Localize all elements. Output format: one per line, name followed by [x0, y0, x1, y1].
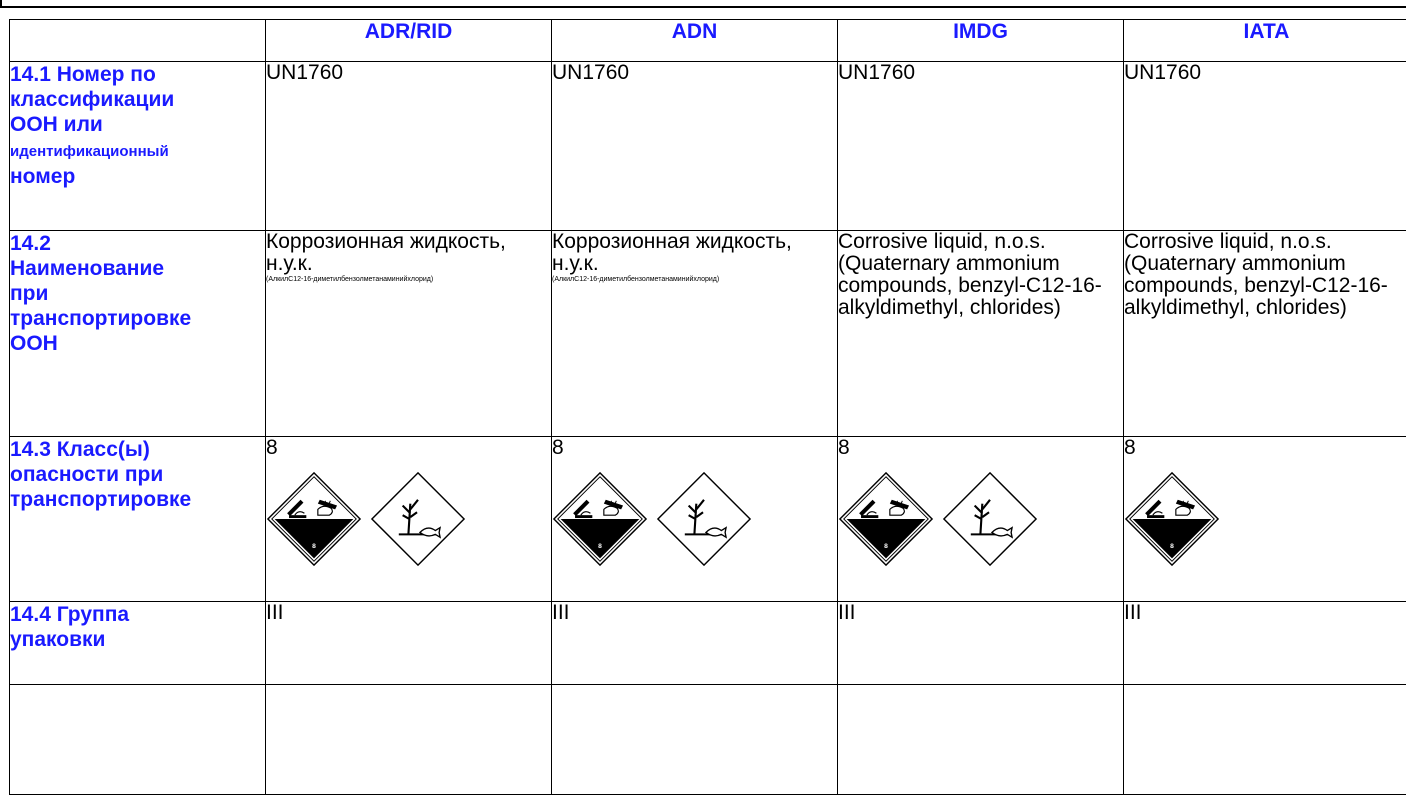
label-line: Наименование	[10, 257, 164, 280]
environment-pictogram-icon	[370, 471, 466, 567]
shipping-name-substance: (АлкилС12-16-диметилбензолметанаминийхлорид)	[266, 275, 551, 285]
table-row-shipping-name	[10, 231, 1406, 437]
cell-hazard-class-adr-rid	[266, 437, 552, 602]
hazard-class-value: 8	[266, 437, 278, 460]
label-line: 14.2	[10, 232, 51, 255]
label-line: ООН	[10, 332, 58, 355]
cell-packing-group-iata: III	[1124, 602, 1406, 685]
hazard-class-value: 8	[838, 437, 850, 460]
label-line: ООН или	[10, 113, 103, 136]
row-label-shipping-name	[10, 231, 266, 437]
table-row-un-number	[10, 62, 1406, 231]
environment-pictogram-icon	[656, 471, 752, 567]
corrosive-pictogram-icon	[552, 471, 648, 567]
table-row-packing-group	[10, 602, 1406, 685]
shipping-name-substance: (АлкилС12-16-диметилбензолметанаминийхлорид)	[552, 275, 837, 285]
label-line: 14.3 Класс(ы)	[10, 438, 150, 461]
cell-shipping-name-adr-rid	[266, 231, 552, 437]
label-line: классификации	[10, 88, 174, 111]
shipping-name-text: Коррозионная жидкость, н.у.к.	[552, 231, 792, 276]
cell-shipping-name-adn	[552, 231, 838, 437]
corrosive-pictogram-icon	[1124, 471, 1220, 567]
shipping-name-text: Corrosive liquid, n.o.s. (Quaternary ammonium compounds, benzyl-C12-16-alkyldimethyl, chlorides)	[1124, 231, 1388, 320]
row-label-hazard-class	[10, 437, 266, 602]
shipping-name-text: Corrosive liquid, n.o.s. (Quaternary ammonium compounds, benzyl-C12-16-alkyldimethyl, chlorides)	[838, 231, 1102, 320]
pictogram-group	[1124, 471, 1406, 567]
cell-shipping-name-iata	[1124, 231, 1406, 437]
class-digit-label: 8	[1170, 543, 1174, 550]
column-header-imdg: IMDG	[838, 20, 1124, 62]
label-line: опасности при	[10, 463, 163, 486]
hazard-class-value: 8	[552, 437, 564, 460]
label-line: идентификационный	[10, 143, 169, 160]
label-line: транспортировке	[10, 488, 191, 511]
row-label-next	[10, 685, 266, 795]
corrosive-pictogram-icon	[838, 471, 934, 567]
header-row	[10, 20, 1406, 62]
shipping-name-text: Коррозионная жидкость, н.у.к.	[266, 231, 506, 276]
cell-packing-group-adr-rid: III	[266, 602, 552, 685]
class-digit-label: 8	[884, 543, 888, 550]
class-digit-label: 8	[598, 543, 602, 550]
cell-packing-group-adn: III	[552, 602, 838, 685]
label-line: упаковки	[10, 628, 105, 651]
row-label-packing-group	[10, 602, 266, 685]
cell-packing-group-imdg: III	[838, 602, 1124, 685]
hazard-class-value: 8	[1124, 437, 1136, 460]
column-header-adn: ADN	[552, 20, 838, 62]
cell-next-iata	[1124, 685, 1406, 795]
label-line: транспортировке	[10, 307, 191, 330]
column-header-adr-rid: ADR/RID	[266, 20, 552, 62]
cell-shipping-name-imdg	[838, 231, 1124, 437]
label-line: при	[10, 282, 48, 305]
cell-next-adr-rid	[266, 685, 552, 795]
page-top-frame	[0, 0, 1406, 8]
environment-pictogram-icon	[942, 471, 1038, 567]
cell-un-number-iata: UN1760	[1124, 62, 1406, 231]
cell-next-imdg	[838, 685, 1124, 795]
corner-cell	[10, 20, 266, 62]
cell-un-number-adr-rid: UN1760	[266, 62, 552, 231]
class-digit-label: 8	[312, 543, 316, 550]
pictogram-group	[838, 471, 1123, 567]
pictogram-group	[266, 471, 551, 567]
label-line: 14.4 Группа	[10, 603, 129, 626]
cell-hazard-class-iata	[1124, 437, 1406, 602]
label-line: 14.1 Номер по	[10, 63, 156, 86]
table-row-hazard-class	[10, 437, 1406, 602]
cell-hazard-class-imdg	[838, 437, 1124, 602]
pictogram-group	[552, 471, 837, 567]
cell-next-adn	[552, 685, 838, 795]
transport-info-table	[9, 19, 1406, 795]
column-header-iata: IATA	[1124, 20, 1406, 62]
cell-hazard-class-adn	[552, 437, 838, 602]
corrosive-pictogram-icon	[266, 471, 362, 567]
cell-un-number-adn: UN1760	[552, 62, 838, 231]
label-line: номер	[10, 165, 75, 188]
table-row-next	[10, 685, 1406, 795]
cell-un-number-imdg: UN1760	[838, 62, 1124, 231]
row-label-un-number	[10, 62, 266, 231]
